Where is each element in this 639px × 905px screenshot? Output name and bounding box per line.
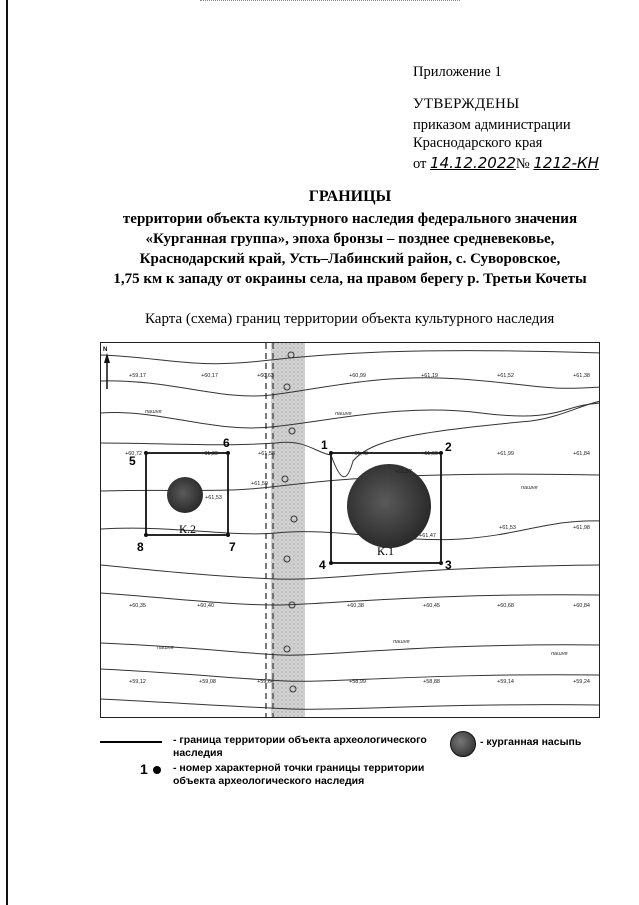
field-word: пашня [521, 485, 538, 491]
elevation-mark: +61,30 [201, 451, 218, 457]
elevation-mark: +60,99 [349, 373, 366, 379]
appendix-label: Приложение 1 [413, 64, 502, 80]
scan-specks [200, 0, 460, 4]
field-word: пашня [145, 409, 162, 415]
title-line: территории объекта культурного наследия федерального значения [122, 211, 578, 227]
left-margin-rule [6, 0, 8, 905]
point-number: 7 [229, 540, 236, 554]
title-line: Краснодарский край, Усть–Лабинский район, с. Суворовское, [139, 251, 561, 267]
elevation-mark: +60,17 [201, 373, 218, 379]
elevation-mark: +58,99 [349, 679, 366, 685]
legend-boundary-text: - граница территории объекта археологического наследия [173, 734, 427, 759]
elevation-mark: +61,48 [351, 451, 368, 457]
mound-label-k1: К.1 [377, 544, 395, 558]
legend-point-text: - номер характерной точки границы территории объекта археологического наследия [173, 762, 425, 787]
elevation-mark: +60,63 [257, 373, 274, 379]
road-band [271, 343, 305, 718]
title-line: 1,75 км к западу от окраины села, на правом берегу р. Третьи Кочеты [113, 271, 587, 287]
order-from-label: от [413, 156, 427, 172]
north-arrow-head [104, 353, 110, 363]
order-number: 1212-КН [533, 154, 599, 172]
elevation-mark: +61,98 [573, 525, 590, 531]
elevation-mark: +59,24 [573, 679, 590, 685]
mound-label-k2: К.2 [179, 522, 197, 536]
elevation-mark: +60,45 [423, 603, 440, 609]
legend-point-number: 1 [140, 761, 148, 777]
point-number: 2 [445, 440, 452, 454]
mound-k2 [167, 477, 203, 513]
order-line-1: приказом администрации [413, 117, 571, 133]
elevation-mark: +59,12 [129, 679, 146, 685]
point-number: 4 [319, 558, 326, 572]
elevation-mark: +61,57 [395, 469, 412, 475]
point-number: 5 [129, 454, 136, 468]
point-number: 6 [223, 436, 230, 450]
elevation-mark: +59,17 [129, 373, 146, 379]
elevation-mark: +60,72 [125, 451, 142, 457]
order-number-label: № [515, 156, 530, 172]
title-heading: ГРАНИЦЫ [308, 188, 392, 205]
elevation-mark: +60,40 [197, 603, 214, 609]
elevation-mark: +61,19 [421, 373, 438, 379]
elevation-mark: +61,58 [258, 451, 275, 457]
field-word: пашня [551, 651, 568, 657]
elevation-mark: +61,53 [205, 495, 222, 501]
elevation-mark: +59,14 [497, 679, 514, 685]
elevation-mark: +61,53 [499, 525, 516, 531]
point-number: 8 [137, 540, 144, 554]
order-line-2: Краснодарского края [413, 135, 543, 151]
document-title [80, 188, 620, 289]
contour-line [101, 699, 600, 709]
order-date: 14.12.2022 [430, 154, 516, 172]
legend-boundary-line [100, 741, 162, 743]
elevation-mark: +61,47 [419, 533, 436, 539]
contour-line [101, 351, 600, 364]
title-line: «Курганная группа», эпоха бронзы – позднее средневековье, [145, 231, 555, 247]
point-number: 1 [321, 438, 328, 452]
contour-line [101, 565, 600, 579]
elevation-mark: +60,35 [129, 603, 146, 609]
north-label: N [103, 347, 108, 353]
elevation-mark: +61,59 [251, 481, 268, 487]
elevation-mark: +60,38 [347, 603, 364, 609]
contour-line [101, 643, 600, 655]
elevation-mark: +61,99 [497, 451, 514, 457]
legend-mound-icon [450, 731, 476, 757]
contour-line [101, 521, 600, 540]
field-word: пашня [393, 639, 410, 645]
elevation-mark: +61,52 [497, 373, 514, 379]
elevation-mark: +61,60 [421, 451, 438, 457]
elevation-mark: +60,84 [573, 603, 590, 609]
elevation-mark: +58,88 [423, 679, 440, 685]
legend-point-dot [153, 766, 161, 774]
point-number: 3 [445, 558, 452, 572]
approved-label: УТВЕРЖДЕНЫ [413, 96, 520, 112]
order-line-3 [413, 154, 599, 173]
elevation-mark: +59,64 [257, 679, 274, 685]
field-word: пашня [335, 411, 352, 417]
map-drawing [101, 343, 600, 718]
elevation-mark: +61,38 [573, 373, 590, 379]
legend-mound-text: - курганная насыпь [480, 736, 582, 748]
contour-line [101, 378, 600, 396]
elevation-mark: +60,68 [497, 603, 514, 609]
elevation-mark: +59,08 [199, 679, 216, 685]
boundary-map [100, 342, 600, 718]
field-word: пашня [157, 645, 174, 651]
elevation-mark: +61,84 [573, 451, 590, 457]
map-caption: Карта (схема) границ территории объекта культурного наследия [145, 311, 555, 327]
